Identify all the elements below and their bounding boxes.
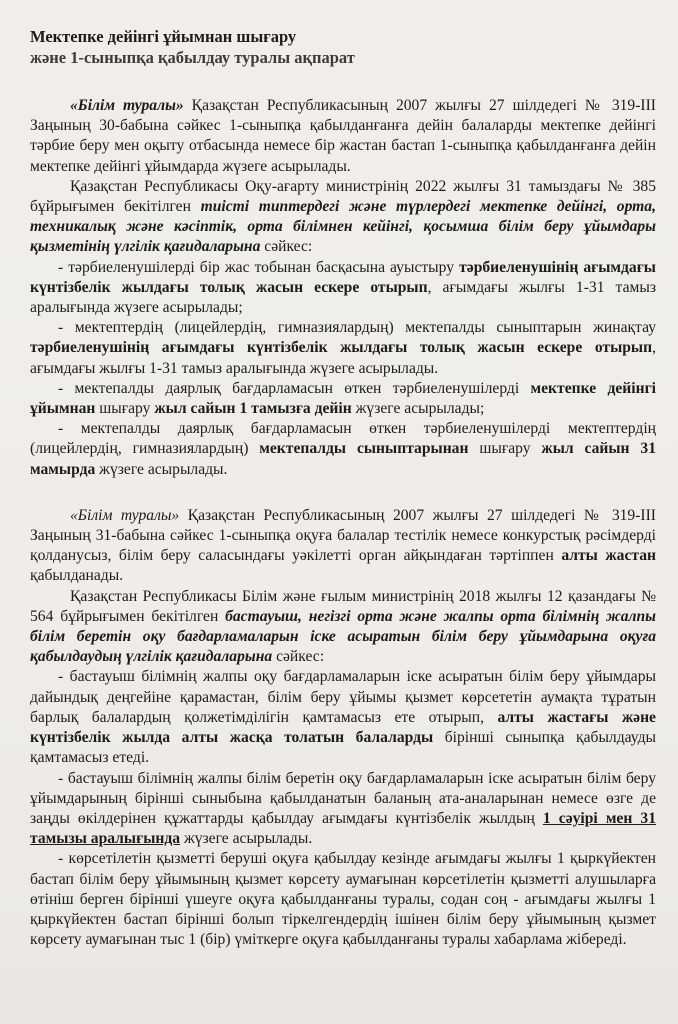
paragraph-text: сәйкес: [260,238,313,256]
item-text: , ағымдағы жылғы 1-31 тамыз аралығында жүзеге асырылады. [30,339,656,377]
item-emphasis: мектепалды сыныптарынан [259,440,469,458]
item-text: - бастауыш білімнің жалпы білім беретін оқу бағдарламаларын іске асыратын білім беру ұйымдарының бірінші сыныбына қабылданатын баланың ата-аналарынан немесе өзге де заңды өкілдерінен құжаттарды қабылдау ағымдағы күнтізбелік жылдың [30,769,656,827]
item-emphasis: тәрбиеленушінің ағымдағы күнтізбелік жылдағы толық жасын ескере отырып [30,339,653,357]
list-item [30,318,656,379]
section-first-grade [30,506,656,950]
item-emphasis: тәрбиеленушінің ағымдағы күнтізбелік жылдағы толық жасын ескере отырып [30,258,656,296]
item-text: - мектептердің (лицейлердің, гимназиялардың) мектепалды сыныптарын жинақтау [58,319,656,337]
item-text: жүзеге асырылады. [95,460,228,478]
rules-title: тиісті типтердегі және түрлердегі мектепке дейінгі, орта, техникалық және кәсіптік, орта білімнен кейінгі, қосымша білім беру ұйымдары қызметінің үлгілік қағидаларына [30,198,656,256]
item-text: - тәрбиеленушілерді бір жас тобынан басқасына ауыстыру [58,258,460,276]
section-preschool [30,96,656,480]
item-text: , ағымдағы жылғы 1-31 тамыз аралығында жүзеге асырылады; [30,278,656,317]
paragraph-text: Қазақстан Республикасының 2007 жылғы 27 шілдедегі № 319-ІІІ Заңының 31-бабына сәйкес 1-сыныпқа оқуға балалар тестілік немесе конкурстық рәсімдерді қолданусыз, білім беру саласындағы уәкілетті орган айқындаған тәртіппен [30,506,656,565]
item-emphasis: мектепке дейінгі ұйымнан [30,379,656,418]
paragraph-emphasis: алты жастан [561,547,656,565]
item-emphasis: жыл сайын 31 мамырда [30,440,656,478]
paragraph-text: қабылданады. [30,567,124,585]
item-emphasis: алты жастағы және күнтізбелік жылда алты жасқа толатын балаларды [30,708,656,747]
law-title: «Білім туралы» [70,506,180,524]
list-item [30,419,656,480]
paragraph-order-564 [30,587,656,668]
paragraph-text: сәйкес: [272,648,325,666]
item-text: шығару [468,440,542,458]
paragraph-law-article-30 [30,96,656,177]
item-text: - мектепалды даярлық бағдарламасын өткен тәрбиеленушілерді [58,379,531,397]
document-period: 1 сәуірі мен 31 тамызы аралығында [30,809,657,848]
list-item [30,849,656,950]
list-item [30,769,656,850]
document-title: Мектепке дейінгі ұйымнан шығару [30,27,297,46]
item-emphasis: жыл сайын 1 тамызға дейін [154,400,352,418]
item-text: жүзеге асырылады. [180,830,313,848]
paragraph-order-385 [30,177,656,258]
item-text: - мектепалды даярлық бағдарламасын өткен тәрбиеленушілерді мектептердің (лицейлердің, гимназиялардың) [30,420,656,458]
item-text: жүзеге асырылады; [351,400,485,418]
paragraph-law-article-31 [30,506,656,587]
item-text: шығару [95,400,155,418]
law-title: «Білім туралы» [70,97,184,114]
item-text: бірінші сыныпқа қабылдауды қамтамасыз етеді. [30,729,656,767]
section-gap [30,480,656,506]
paragraph-text: Қазақстан Республикасы Оқу-ағарту министрінің 2022 жылғы 31 тамыздағы № 385 бұйрығымен бекітілген [30,177,656,216]
rules-title: бастауыш, негізгі орта және жалпы орта білімнің жалпы білім беретін оқу бағдарламаларын іске асыратын білім беру ұйымдарына оқуға қабылдаудың үлгілік қағидаларына [30,607,656,666]
document-subtitle: және 1-сыныпқа қабылдау туралы ақпарат [30,48,355,67]
item-text: - көрсетілетін қызметті беруші оқуға қабылдау кезінде ағымдағы жылғы 1 қыркүйектен бастап білім беру ұйымының қызмет көрсету аумағынан көрсетілетін қызметті алушыларға өтініш берген бірінші үшеуге оқуға қабылданғаны туралы, содан соң - ағымдағы жылғы 1 қыркүйектен бастап бірінші болып тіркелгендердің ішінен білім беру ұйымының қызмет көрсету аумағынан тыс 1 (бір) үміткерге оқуға қабылданғаны туралы хабарлама жібереді. [30,850,656,949]
paragraph-text: Қазақстан Республикасының 2007 жылғы 27 шілдедегі № 319-ІІІ Заңының 30-бабына сәйкес 1-сыныпқа қабылданғанға дейін балаларды мектепке дейінгі тәрбие беру мен оқыту отбасында немесе бір жастан бастап 1-сыныпқа қабылданғанға дейін мектепке дейінгі ұйымдарда жүзеге асырылады. [30,97,656,175]
paragraph-text: Қазақстан Республикасы Білім және ғылым министрінің 2018 жылғы 12 қазандағы № 564 бұйрығымен бекітілген [30,587,656,625]
item-text: - бастауыш білімнің жалпы оқу бағдарламаларын іске асыратын білім беру ұйымдары дайындық деңгейіне қарамастан, білім беру ұйымы қызмет көрсететін аумақта тұратын барлық балалардың қолжетімділігін қамтамасыз ете отырып, [30,668,656,726]
list-item [30,667,656,768]
list-item [30,379,656,419]
list-item [30,258,656,319]
